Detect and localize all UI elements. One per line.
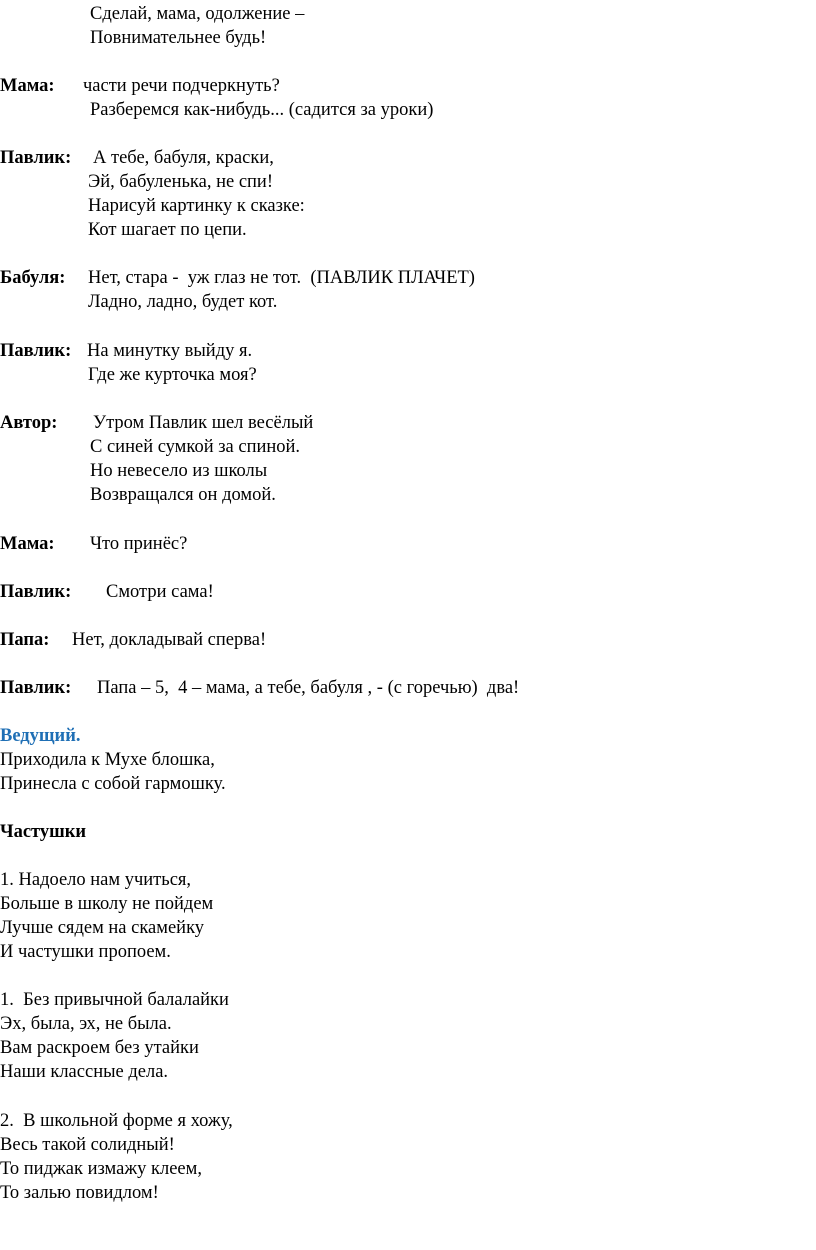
dialogue-line: Что принёс? — [90, 534, 188, 554]
dialogue-line: Возвращался он домой. — [90, 485, 276, 505]
speaker-label: Мама: — [0, 534, 55, 554]
verse-line: Эх, была, эх, не была. — [0, 1014, 172, 1034]
verse-line: 1. Без привычной балалайки — [0, 990, 229, 1010]
verse-line: Весь такой солидный! — [0, 1135, 175, 1155]
verse-line: И частушки пропоем. — [0, 942, 171, 962]
dialogue-line: С синей сумкой за спиной. — [90, 437, 301, 457]
speaker-label: Павлик: — [0, 341, 72, 361]
intro-line: Повнимательнее будь! — [90, 28, 267, 48]
dialogue-line: Эй, бабуленька, не спи! — [88, 172, 273, 192]
verse-line: Вам раскроем без утайки — [0, 1038, 199, 1058]
speaker-label: Павлик: — [0, 678, 72, 698]
dialogue-line: Папа – 5, 4 – мама, а тебе, бабуля , - (с горечью) два! — [97, 678, 520, 698]
section-heading: Частушки — [0, 822, 87, 842]
dialogue-line: Нарисуй картинку к сказке: — [88, 196, 305, 216]
speaker-label: Павлик: — [0, 148, 72, 168]
dialogue-line: Где же курточка моя? — [88, 365, 257, 385]
dialogue-line: Смотри сама! — [106, 582, 214, 602]
dialogue-line: На минутку выйду я. — [87, 341, 253, 361]
speaker-label: Папа: — [0, 630, 50, 650]
dialogue-line: Разберемся как-нибудь... (садится за уроки) — [90, 100, 434, 120]
speaker-label: Бабуля: — [0, 268, 66, 288]
dialogue-line: Ладно, ладно, будет кот. — [88, 292, 278, 312]
dialogue-line: Нет, стара - уж глаз не тот. (ПАВЛИК ПЛАЧЕТ) — [88, 268, 475, 288]
dialogue-line: Нет, докладывай сперва! — [72, 630, 267, 650]
verse-line: Наши классные дела. — [0, 1062, 169, 1082]
dialogue-line: части речи подчеркнуть? — [83, 76, 280, 96]
verse-line: То пиджак измажу клеем, — [0, 1159, 202, 1179]
verse-line: Больше в школу не пойдем — [0, 894, 214, 914]
dialogue-line: Утром Павлик шел весёлый — [93, 413, 314, 433]
verse-line: 1. Надоело нам учиться, — [0, 870, 192, 890]
presenter-line: Принесла с собой гармошку. — [0, 774, 226, 794]
verse-line: Лучше сядем на скамейку — [0, 918, 205, 938]
speaker-label: Павлик: — [0, 582, 72, 602]
verse-line: То залью повидлом! — [0, 1183, 159, 1203]
dialogue-line: А тебе, бабуля, краски, — [93, 148, 274, 168]
presenter-heading: Ведущий. — [0, 726, 81, 746]
dialogue-line: Но невесело из школы — [90, 461, 268, 481]
intro-line: Сделай, мама, одолжение – — [90, 4, 305, 24]
presenter-line: Приходила к Мухе блошка, — [0, 750, 215, 770]
verse-line: 2. В школьной форме я хожу, — [0, 1111, 233, 1131]
speaker-label: Автор: — [0, 413, 58, 433]
speaker-label: Мама: — [0, 76, 55, 96]
dialogue-line: Кот шагает по цепи. — [88, 220, 247, 240]
